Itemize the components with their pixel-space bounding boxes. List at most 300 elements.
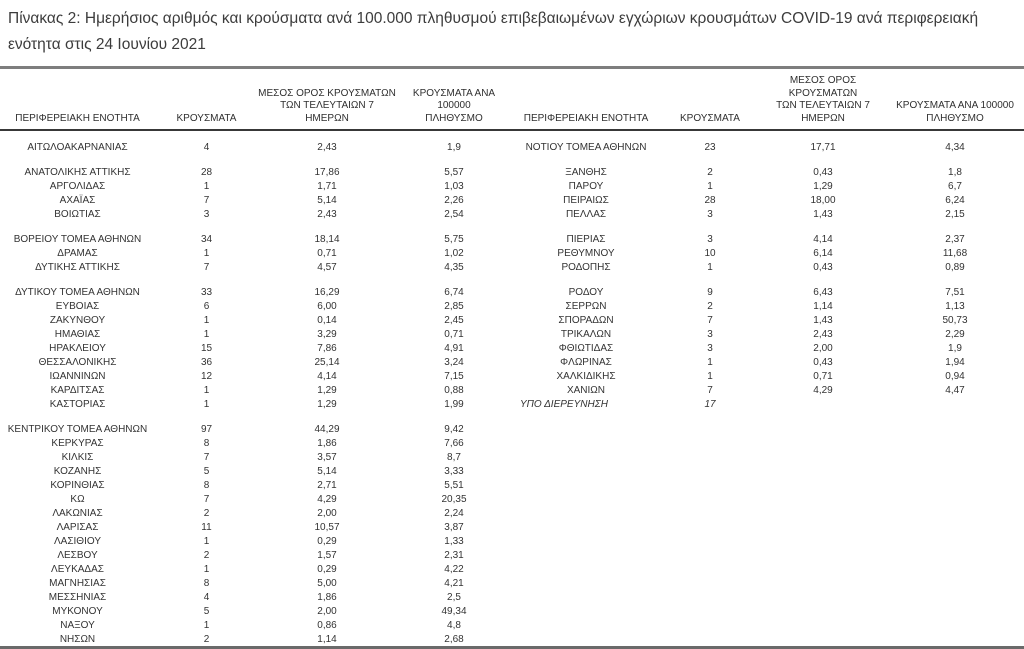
region-cell-right: ΥΠΟ ΔΙΕΡΕΥΝΗΣΗ	[520, 398, 608, 410]
cases-cell-right: 7	[707, 384, 713, 396]
region-cell-right	[512, 520, 660, 534]
avg7-cell-left: 0,86	[317, 619, 337, 631]
per100k-cell-left: 2,54	[444, 208, 464, 220]
avg7-cell-left: 2,43	[317, 141, 337, 153]
region-cell-left: ΛΑΣΙΘΙΟΥ	[54, 535, 101, 547]
spacer-cell	[0, 411, 1024, 422]
avg7-cell-right	[760, 464, 886, 478]
avg7-cell-right: 0,43	[813, 166, 833, 178]
region-cell-left: ΗΜΑΘΙΑΣ	[54, 328, 101, 340]
per100k-cell-right: 1,13	[945, 300, 965, 312]
cases-cell-left: 8	[203, 577, 210, 589]
header-cases-right: ΚΡΟΥΣΜΑΤΑ	[660, 68, 760, 131]
region-cell-right	[512, 534, 660, 548]
spacer-row	[0, 274, 1024, 285]
avg7-cell-right	[760, 492, 886, 506]
region-cell-left: ΜΕΣΣΗΝΙΑΣ	[48, 591, 107, 603]
avg7-cell-left: 1,14	[317, 633, 337, 645]
table-row	[0, 246, 1024, 260]
cases-cell-left: 1	[203, 314, 210, 326]
per100k-cell-right	[886, 506, 1024, 520]
table-row	[0, 165, 1024, 179]
table-row	[0, 478, 1024, 492]
cases-cell-right	[660, 562, 760, 576]
cases-cell-right	[660, 422, 760, 436]
cases-cell-left: 1	[203, 328, 210, 340]
spacer-cell	[0, 154, 1024, 165]
avg7-cell-left: 25,14	[314, 356, 340, 368]
avg7-cell-right	[760, 520, 886, 534]
table-row	[0, 179, 1024, 193]
per100k-cell-right	[886, 562, 1024, 576]
table-row	[0, 397, 1024, 411]
avg7-cell-left: 4,57	[317, 261, 337, 273]
avg7-cell-right	[760, 478, 886, 492]
region-cell-left: ΑΝΑΤΟΛΙΚΗΣ ΑΤΤΙΚΗΣ	[24, 166, 131, 178]
per100k-cell-left: 1,33	[444, 535, 464, 547]
region-cell-right: ΠΑΡΟΥ	[568, 180, 604, 192]
per100k-cell-right: 2,29	[945, 328, 965, 340]
table-row	[0, 492, 1024, 506]
cases-cell-right	[660, 576, 760, 590]
cases-cell-right	[660, 590, 760, 604]
region-cell-right	[512, 478, 660, 492]
avg7-cell-left: 3,29	[317, 328, 337, 340]
region-cell-left: ΒΟΡΕΙΟΥ ΤΟΜΕΑ ΑΘΗΝΩΝ	[13, 233, 142, 245]
per100k-cell-right: 6,24	[945, 194, 965, 206]
per100k-cell-right: 2,15	[945, 208, 965, 220]
cases-cell-right	[660, 492, 760, 506]
region-cell-right: ΠΙΕΡΙΑΣ	[566, 233, 606, 245]
region-cell-left: ΔΥΤΙΚΗΣ ΑΤΤΙΚΗΣ	[35, 261, 120, 273]
table-row	[0, 299, 1024, 313]
per100k-cell-left: 49,34	[441, 605, 467, 617]
cases-cell-left: 28	[200, 166, 213, 178]
region-cell-right	[512, 464, 660, 478]
table-row	[0, 207, 1024, 221]
avg7-cell-right: 0,43	[813, 261, 833, 273]
region-cell-right	[512, 618, 660, 632]
region-cell-right: ΣΠΟΡΑΔΩΝ	[558, 314, 614, 326]
region-cell-right: ΠΕΛΛΑΣ	[565, 208, 607, 220]
region-cell-left: ΛΕΣΒΟΥ	[57, 549, 98, 561]
per100k-cell-left: 3,24	[444, 356, 464, 368]
cases-cell-left: 12	[200, 370, 213, 382]
spacer-row	[0, 411, 1024, 422]
region-cell-left: ΖΑΚΥΝΘΟΥ	[49, 314, 106, 326]
avg7-cell-right	[760, 576, 886, 590]
per100k-cell-left: 1,9	[447, 141, 461, 153]
avg7-cell-left: 1,86	[317, 437, 337, 449]
avg7-cell-right	[760, 436, 886, 450]
per100k-cell-right	[886, 492, 1024, 506]
avg7-cell-right: 0,43	[813, 356, 833, 368]
avg7-cell-left: 7,86	[317, 342, 337, 354]
table-row	[0, 285, 1024, 299]
table-row	[0, 618, 1024, 632]
avg7-cell-left: 1,86	[317, 591, 337, 603]
per100k-cell-left: 7,15	[444, 370, 464, 382]
cases-cell-left: 1	[203, 384, 210, 396]
per100k-cell-right	[886, 397, 1024, 411]
per100k-cell-right	[886, 590, 1024, 604]
cases-cell-left: 7	[203, 451, 210, 463]
per100k-cell-left: 2,31	[444, 549, 464, 561]
per100k-cell-left: 4,21	[444, 577, 464, 589]
per100k-cell-left: 0,71	[444, 328, 464, 340]
cases-cell-left: 5	[203, 605, 210, 617]
per100k-cell-right: 4,47	[945, 384, 965, 396]
avg7-cell-right: 1,14	[813, 300, 833, 312]
per100k-cell-left: 6,74	[444, 286, 464, 298]
region-cell-left: ΔΥΤΙΚΟΥ ΤΟΜΕΑ ΑΘΗΝΩΝ	[15, 286, 140, 298]
region-cell-left: ΛΕΥΚΑΔΑΣ	[51, 563, 104, 575]
avg7-cell-left: 2,71	[317, 479, 337, 491]
table-row	[0, 232, 1024, 246]
region-cell-right: ΦΘΙΩΤΙΔΑΣ	[558, 342, 614, 354]
region-cell-left: ΜΑΓΝΗΣΙΑΣ	[49, 577, 106, 589]
per100k-cell-right: 1,94	[945, 356, 965, 368]
per100k-cell-left: 2,5	[447, 591, 461, 603]
cases-cell-left: 1	[203, 563, 210, 575]
per100k-cell-right	[886, 534, 1024, 548]
per100k-cell-right: 1,8	[948, 166, 962, 178]
cases-cell-right: 3	[707, 328, 713, 340]
avg7-cell-right	[760, 618, 886, 632]
region-cell-right	[512, 436, 660, 450]
cases-cell-right: 10	[704, 247, 716, 259]
table-row	[0, 341, 1024, 355]
avg7-cell-left: 0,71	[317, 247, 337, 259]
region-cell-left: ΝΗΣΩΝ	[59, 633, 96, 645]
avg7-cell-left: 1,29	[317, 398, 337, 410]
per100k-cell-right: 2,37	[945, 233, 965, 245]
per100k-cell-left: 2,85	[444, 300, 464, 312]
cases-cell-right: 1	[707, 261, 713, 273]
avg7-cell-left: 2,00	[317, 605, 337, 617]
per100k-cell-right	[886, 422, 1024, 436]
cases-cell-right	[660, 450, 760, 464]
region-cell-right	[512, 590, 660, 604]
region-cell-left: ΛΑΚΩΝΙΑΣ	[52, 507, 103, 519]
cases-cell-right	[660, 520, 760, 534]
region-cell-left: ΚΑΣΤΟΡΙΑΣ	[49, 398, 106, 410]
avg7-cell-right	[760, 506, 886, 520]
region-cell-right	[512, 492, 660, 506]
region-cell-right: ΝΟΤΙΟΥ ΤΟΜΕΑ ΑΘΗΝΩΝ	[525, 141, 647, 153]
per100k-cell-left: 20,35	[441, 493, 467, 505]
per100k-cell-left: 3,33	[444, 465, 464, 477]
cases-cell-right	[660, 436, 760, 450]
region-cell-left: ΛΑΡΙΣΑΣ	[56, 521, 99, 533]
region-cell-right: ΧΑΛΚΙΔΙΚΗΣ	[556, 370, 616, 382]
cases-cell-left: 33	[200, 286, 213, 298]
table-row	[0, 464, 1024, 478]
spacer-row	[0, 221, 1024, 232]
region-cell-right: ΠΕΙΡΑΙΩΣ	[563, 194, 609, 206]
table-header	[0, 68, 1024, 131]
region-cell-left: ΘΕΣΣΑΛΟΝΙΚΗΣ	[38, 356, 117, 368]
cases-cell-right: 1	[707, 356, 713, 368]
cases-cell-right: 3	[707, 342, 713, 354]
per100k-cell-right: 7,51	[945, 286, 965, 298]
per100k-cell-left: 1,99	[444, 398, 464, 410]
per100k-cell-left: 4,8	[447, 619, 461, 631]
avg7-cell-left: 2,43	[317, 208, 337, 220]
cases-cell-left: 1	[203, 619, 210, 631]
cases-cell-left: 5	[203, 465, 210, 477]
avg7-cell-left: 16,29	[314, 286, 340, 298]
table-caption: Πίνακας 2: Ημερήσιος αριθμός και κρούσματα ανά 100.000 πληθυσμού επιβεβαιωμένων εγχώριων κρουσμάτων COVID-19 ανά περιφερειακή ενότητα στις 24 Ιουνίου 2021	[8, 10, 979, 53]
avg7-cell-right	[760, 450, 886, 464]
cases-cell-left: 8	[203, 437, 210, 449]
cases-cell-left: 11	[201, 521, 212, 533]
region-cell-right: ΧΑΝΙΩΝ	[566, 384, 606, 396]
table-row	[0, 632, 1024, 648]
table-row	[0, 450, 1024, 464]
cases-cell-right: 1	[707, 180, 713, 192]
spacer-row	[0, 154, 1024, 165]
avg7-cell-right: 17,71	[810, 141, 836, 153]
table-row	[0, 534, 1024, 548]
header-region-right: ΠΕΡΙΦΕΡΕΙΑΚΗ ΕΝΟΤΗΤΑ	[512, 68, 660, 131]
avg7-cell-left: 0,29	[317, 535, 337, 547]
avg7-cell-right: 6,43	[813, 286, 833, 298]
avg7-cell-left: 44,29	[314, 423, 340, 435]
region-cell-right: ΤΡΙΚΑΛΩΝ	[560, 328, 612, 340]
table-row	[0, 562, 1024, 576]
per100k-cell-right	[886, 632, 1024, 648]
table-row	[0, 369, 1024, 383]
table-row	[0, 436, 1024, 450]
avg7-cell-left: 0,14	[317, 314, 337, 326]
cases-cell-left: 2	[203, 507, 210, 519]
region-cell-left: ΒΟΙΩΤΙΑΣ	[54, 208, 101, 220]
region-cell-right: ΦΛΩΡΙΝΑΣ	[560, 356, 612, 368]
table-row	[0, 383, 1024, 397]
cases-cell-right	[660, 478, 760, 492]
per100k-cell-right	[886, 520, 1024, 534]
table-row	[0, 260, 1024, 274]
table-body	[0, 130, 1024, 648]
table-row	[0, 422, 1024, 436]
cases-cell-right	[660, 604, 760, 618]
per100k-cell-right	[886, 618, 1024, 632]
per100k-cell-right	[886, 548, 1024, 562]
cases-cell-right	[660, 464, 760, 478]
header-avg7-left: ΜΕΣΟΣ ΟΡΟΣ ΚΡΟΥΣΜΑΤΩΝ ΤΩΝ ΤΕΛΕΥΤΑΙΩΝ 7 ΗΜΕΡΩΝ	[258, 68, 396, 131]
avg7-cell-left: 5,14	[317, 465, 337, 477]
region-cell-left: ΑΧΑΪΑΣ	[59, 194, 96, 206]
region-cell-right: ΞΑΝΘΗΣ	[565, 166, 607, 178]
avg7-cell-left: 1,57	[317, 549, 337, 561]
spacer-cell	[0, 274, 1024, 285]
avg7-cell-left: 0,29	[317, 563, 337, 575]
table-row	[0, 193, 1024, 207]
region-cell-left: ΕΥΒΟΙΑΣ	[55, 300, 100, 312]
region-cell-left: ΚΕΡΚΥΡΑΣ	[51, 437, 104, 449]
region-cell-right: ΡΕΘΥΜΝΟΥ	[557, 247, 615, 259]
avg7-cell-left: 18,14	[314, 233, 340, 245]
region-cell-right	[512, 576, 660, 590]
avg7-cell-right	[760, 397, 886, 411]
avg7-cell-right	[760, 422, 886, 436]
avg7-cell-right	[760, 562, 886, 576]
cases-cell-left: 7	[203, 261, 210, 273]
cases-cell-left: 1	[203, 398, 210, 410]
cases-cell-left: 7	[203, 493, 210, 505]
avg7-cell-right: 0,71	[813, 370, 833, 382]
cases-cell-left: 7	[203, 194, 210, 206]
header-row	[0, 68, 1024, 131]
avg7-cell-right	[760, 632, 886, 648]
per100k-cell-left: 1,02	[444, 247, 464, 259]
per100k-cell-left: 7,66	[444, 437, 464, 449]
avg7-cell-right: 1,43	[813, 208, 833, 220]
avg7-cell-right	[760, 590, 886, 604]
region-cell-left: ΚΩ	[70, 493, 85, 505]
table-row	[0, 506, 1024, 520]
header-avg7-right: ΜΕΣΟΣ ΟΡΟΣ ΚΡΟΥΣΜΑΤΩΝ ΤΩΝ ΤΕΛΕΥΤΑΙΩΝ 7 ΗΜΕΡΩΝ	[760, 68, 886, 131]
cases-cell-left: 1	[203, 535, 210, 547]
cases-cell-left: 2	[203, 633, 210, 645]
region-cell-left: ΗΡΑΚΛΕΙΟΥ	[49, 342, 106, 354]
table-row	[0, 604, 1024, 618]
per100k-cell-left: 5,57	[444, 166, 464, 178]
avg7-cell-left: 5,14	[317, 194, 337, 206]
per100k-cell-left: 0,88	[444, 384, 464, 396]
avg7-cell-left: 6,00	[317, 300, 337, 312]
region-cell-left: ΚΑΡΔΙΤΣΑΣ	[50, 384, 105, 396]
per100k-cell-left: 3,87	[444, 521, 464, 533]
cases-cell-left: 8	[203, 479, 210, 491]
cases-cell-right: 2	[707, 166, 713, 178]
region-cell-left: ΚΟΖΑΝΗΣ	[53, 465, 102, 477]
region-cell-right	[512, 604, 660, 618]
region-cell-right: ΣΕΡΡΩΝ	[565, 300, 607, 312]
cases-cell-left: 15	[200, 342, 213, 354]
per100k-cell-right	[886, 436, 1024, 450]
region-cell-left: ΑΡΓΟΛΙΔΑΣ	[49, 180, 106, 192]
avg7-cell-left: 1,29	[317, 384, 337, 396]
cases-cell-right: 1	[707, 370, 713, 382]
per100k-cell-left: 4,22	[444, 563, 464, 575]
avg7-cell-left: 4,29	[317, 493, 337, 505]
header-per100k-left: ΚΡΟΥΣΜΑΤΑ ΑΝΑ 100000 ΠΛΗΘΥΣΜΟ	[396, 68, 512, 131]
cases-cell-left: 36	[200, 356, 213, 368]
table-row	[0, 520, 1024, 534]
per100k-cell-right: 1,9	[948, 342, 962, 354]
per100k-cell-left: 5,51	[444, 479, 464, 491]
per100k-cell-left: 4,35	[444, 261, 464, 273]
per100k-cell-right: 50,73	[942, 314, 968, 326]
per100k-cell-right: 0,89	[945, 261, 965, 273]
table-row	[0, 130, 1024, 154]
table-row	[0, 548, 1024, 562]
header-region-left: ΠΕΡΙΦΕΡΕΙΑΚΗ ΕΝΟΤΗΤΑ	[0, 68, 155, 131]
avg7-cell-right: 4,14	[813, 233, 833, 245]
region-cell-left: ΚΙΛΚΙΣ	[61, 451, 94, 463]
per100k-cell-right: 4,34	[945, 141, 965, 153]
cases-cell-left: 3	[203, 208, 210, 220]
cases-cell-left: 2	[203, 549, 210, 561]
per100k-cell-left: 2,26	[444, 194, 464, 206]
avg7-cell-left: 17,86	[314, 166, 340, 178]
region-cell-left: ΔΡΑΜΑΣ	[57, 247, 98, 259]
region-cell-right	[512, 506, 660, 520]
region-cell-right	[512, 450, 660, 464]
table-row	[0, 327, 1024, 341]
cases-cell-right: 7	[707, 314, 713, 326]
cases-cell-right	[660, 632, 760, 648]
avg7-cell-right: 4,29	[813, 384, 833, 396]
avg7-cell-left: 3,57	[317, 451, 337, 463]
per100k-cell-right: 11,68	[942, 247, 968, 259]
region-cell-left: ΝΑΞΟΥ	[60, 619, 95, 631]
region-cell-left: ΚΟΡΙΝΘΙΑΣ	[50, 479, 105, 491]
avg7-cell-right: 2,43	[813, 328, 833, 340]
cases-cell-left: 97	[200, 423, 213, 435]
per100k-cell-left: 2,68	[444, 633, 464, 645]
cases-cell-right: 17	[704, 398, 716, 410]
per100k-cell-right	[886, 450, 1024, 464]
region-cell-right: ΡΟΔΟΠΗΣ	[561, 261, 611, 273]
header-cases-left: ΚΡΟΥΣΜΑΤΑ	[155, 68, 258, 131]
per100k-cell-right: 6,7	[948, 180, 962, 192]
covid-region-table	[0, 66, 1024, 649]
region-cell-right: ΡΟΔΟΥ	[568, 286, 604, 298]
per100k-cell-right	[886, 576, 1024, 590]
per100k-cell-left: 4,91	[444, 342, 464, 354]
avg7-cell-right	[760, 604, 886, 618]
cases-cell-right: 23	[704, 141, 716, 153]
cases-cell-left: 34	[200, 233, 213, 245]
cases-cell-left: 4	[203, 141, 210, 153]
avg7-cell-left: 5,00	[317, 577, 337, 589]
avg7-cell-right: 1,43	[813, 314, 833, 326]
avg7-cell-right: 6,14	[813, 247, 833, 259]
table-row	[0, 590, 1024, 604]
table-row	[0, 576, 1024, 590]
per100k-cell-left: 2,45	[444, 314, 464, 326]
avg7-cell-left: 10,57	[314, 521, 340, 533]
cases-cell-left: 1	[203, 180, 210, 192]
table-row	[0, 313, 1024, 327]
region-cell-left: ΙΩΑΝΝΙΝΩΝ	[49, 370, 106, 382]
region-cell-left: ΑΙΤΩΛΟΑΚΑΡΝΑΝΙΑΣ	[27, 141, 128, 153]
avg7-cell-right	[760, 548, 886, 562]
table-row	[0, 355, 1024, 369]
region-cell-left: ΚΕΝΤΡΙΚΟΥ ΤΟΜΕΑ ΑΘΗΝΩΝ	[7, 423, 148, 435]
cases-cell-right: 28	[704, 194, 716, 206]
cases-cell-right	[660, 548, 760, 562]
spacer-cell	[0, 221, 1024, 232]
cases-cell-right: 9	[707, 286, 713, 298]
avg7-cell-right: 2,00	[813, 342, 833, 354]
avg7-cell-left: 4,14	[317, 370, 337, 382]
cases-cell-left: 6	[203, 300, 210, 312]
region-cell-left: ΜΥΚΟΝΟΥ	[52, 605, 103, 617]
region-cell-right	[512, 562, 660, 576]
cases-cell-right: 3	[707, 208, 713, 220]
region-cell-right	[512, 632, 660, 648]
avg7-cell-left: 2,00	[317, 507, 337, 519]
per100k-cell-right	[886, 478, 1024, 492]
avg7-cell-right: 18,00	[810, 194, 836, 206]
cases-cell-right	[660, 618, 760, 632]
cases-cell-left: 1	[203, 247, 210, 259]
avg7-cell-right: 1,29	[813, 180, 833, 192]
